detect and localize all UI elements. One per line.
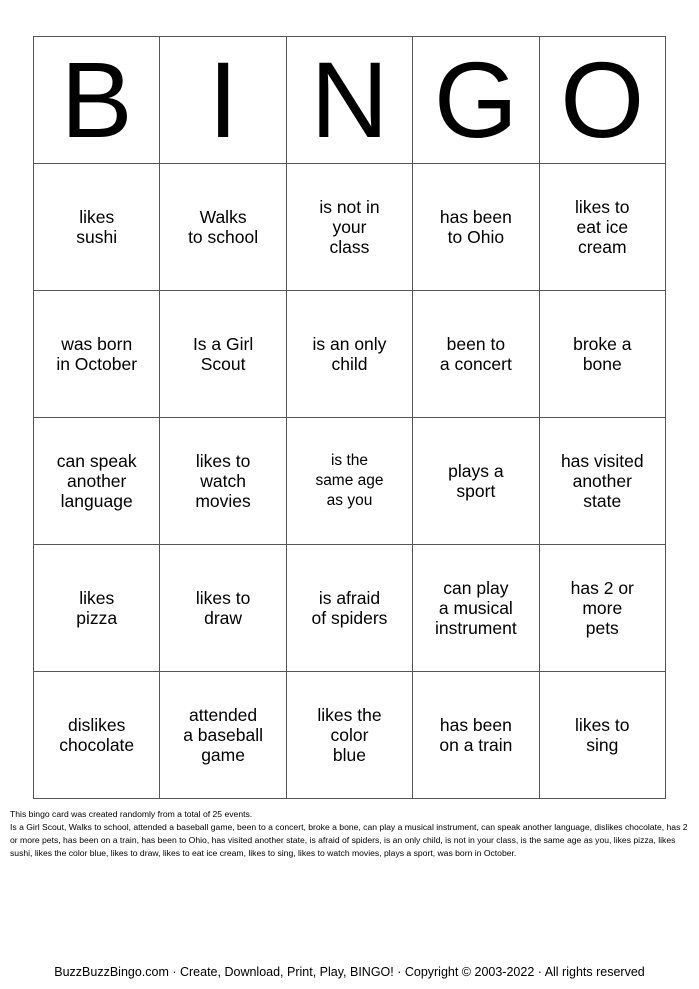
bingo-cell: plays a sport <box>413 418 539 545</box>
bingo-cell: has been on a train <box>413 672 539 799</box>
bingo-header-row <box>34 37 666 164</box>
bingo-cell: has been to Ohio <box>413 164 539 291</box>
bingo-cell: likes to sing <box>539 672 665 799</box>
bingo-cell: is an only child <box>286 291 412 418</box>
header-letter-i: I <box>160 37 286 164</box>
header-letter-n: N <box>286 37 412 164</box>
bingo-cell: dislikes chocolate <box>34 672 160 799</box>
site-footer: BuzzBuzzBingo.com · Create, Download, Print, Play, BINGO! · Copyright © 2003-2022 · All rights reserved <box>54 965 645 979</box>
bingo-cell: attended a baseball game <box>160 672 286 799</box>
card-description-event-list: Is a Girl Scout, Walks to school, attended a baseball game, been to a concert, broke a bone, can play a musical instrument, can speak another language, dislikes chocolate, has 2 or more pets, has been on a train, has been to Ohio, has visited another state, is afraid of spiders, is an only child, is not in your class, is the same age as you, likes pizza, likes sushi, likes the color blue, likes to draw, likes to eat ice cream, likes to sing, likes to watch movies, plays a sport, was born in October. <box>10 822 688 858</box>
bingo-cell: has visited another state <box>539 418 665 545</box>
bingo-row-5 <box>34 672 666 799</box>
bingo-row-3 <box>34 418 666 545</box>
bingo-cell: likes to watch movies <box>160 418 286 545</box>
bingo-cell-free-center: is the same age as you <box>286 418 412 545</box>
bingo-row-2 <box>34 291 666 418</box>
bingo-row-1 <box>34 164 666 291</box>
bingo-cell: can speak another language <box>34 418 160 545</box>
bingo-cell: was born in October <box>34 291 160 418</box>
header-letter-o: O <box>539 37 665 164</box>
bingo-cell: likes to eat ice cream <box>539 164 665 291</box>
bingo-cell: likes the color blue <box>286 672 412 799</box>
bingo-cell: is not in your class <box>286 164 412 291</box>
bingo-row-4 <box>34 545 666 672</box>
bingo-card <box>33 36 666 799</box>
bingo-cell: Walks to school <box>160 164 286 291</box>
header-letter-g: G <box>413 37 539 164</box>
bingo-cell: likes pizza <box>34 545 160 672</box>
card-description <box>10 808 690 860</box>
bingo-cell: been to a concert <box>413 291 539 418</box>
bingo-cell: Is a Girl Scout <box>160 291 286 418</box>
bingo-cell: likes sushi <box>34 164 160 291</box>
card-description-intro: This bingo card was created randomly from a total of 25 events. <box>10 809 253 819</box>
bingo-cell: is afraid of spiders <box>286 545 412 672</box>
bingo-cell: broke a bone <box>539 291 665 418</box>
header-letter-b: B <box>34 37 160 164</box>
bingo-cell: has 2 or more pets <box>539 545 665 672</box>
bingo-cell: likes to draw <box>160 545 286 672</box>
bingo-cell: can play a musical instrument <box>413 545 539 672</box>
